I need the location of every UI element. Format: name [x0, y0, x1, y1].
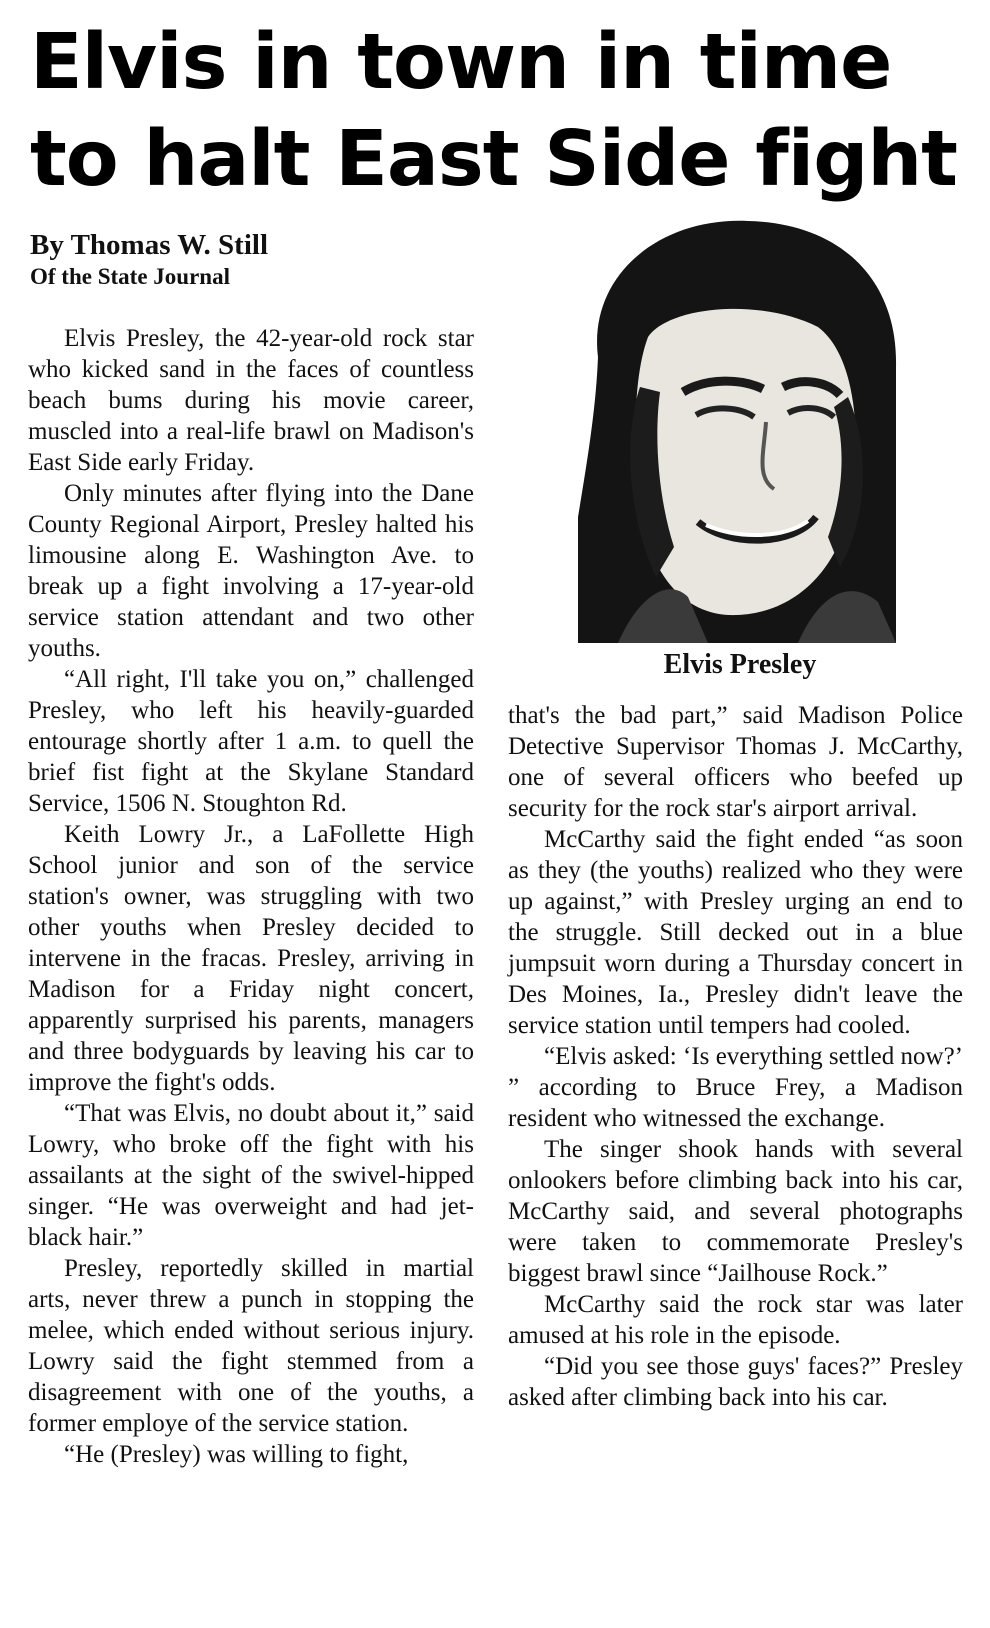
article-paragraph: Keith Lowry Jr., a LaFollette High School junior and son of the service station's owner, was struggling with two other youths when Presley decided to intervene in the fracas. Presley, arriving in Madison for a Friday night concert, apparently surprised his parents, managers and three bodyguards by leaving his car to improve the fight's odds.: [28, 821, 474, 1096]
byline-affiliation: Of the State Journal: [30, 264, 230, 289]
article-column-right: [508, 700, 963, 1413]
article-paragraph: “That was Elvis, no doubt about it,” said Lowry, who broke off the fight with his assailants at the sight of the swivel-hipped singer. “He was overweight and had jet-black hair.”: [28, 1100, 474, 1251]
article-paragraph: The singer shook hands with several onlookers before climbing back into his car, McCarthy said, and several photographs were taken to commemorate Presley's biggest brawl since “Jailhouse Rock.”: [508, 1136, 963, 1287]
elvis-photo: [578, 217, 902, 643]
article-column-left: [28, 323, 474, 1470]
headline: [30, 14, 970, 208]
article-paragraph: Only minutes after flying into the Dane County Regional Airport, Presley halted his limousine along E. Washington Ave. to break up a fight involving a 17-year-old service station attendant and two other youths.: [28, 480, 474, 662]
headline-line-1: Elvis in town in time: [30, 18, 892, 107]
article-paragraph: “Elvis asked: ‘Is everything settled now?’ ” according to Bruce Frey, a Madison resident who witnessed the exchange.: [508, 1043, 963, 1132]
article-paragraph: McCarthy said the fight ended “as soon as they (the youths) realized who they were up against,” with Presley urging an end to the struggle. Still decked out in a blue jumpsuit worn during a Thursday concert in Des Moines, Ia., Presley didn't leave the service station until tempers had cooled.: [508, 826, 963, 1039]
article-paragraph: that's the bad part,” said Madison Police Detective Supervisor Thomas J. McCarthy, one of several officers who beefed up security for the rock star's airport arrival.: [508, 702, 963, 822]
byline-author: By Thomas W. Still: [30, 229, 269, 261]
article-paragraph: McCarthy said the rock star was later amused at his role in the episode.: [508, 1291, 963, 1349]
article-paragraph: Presley, reportedly skilled in martial arts, never threw a punch in stopping the melee, which ended without serious injury. Lowry said the fight stemmed from a disagreement with one of the youths, a former employe of the service station.: [28, 1255, 474, 1437]
photo-caption: Elvis Presley: [663, 649, 817, 680]
article-paragraph: Elvis Presley, the 42-year-old rock star who kicked sand in the faces of countless beach bums during his movie career, muscled into a real-life brawl on Madison's East Side early Friday.: [28, 325, 474, 476]
portrait-illustration: [578, 217, 902, 643]
byline: [30, 228, 268, 292]
article-paragraph: “Did you see those guys' faces?” Presley asked after climbing back into his car.: [508, 1353, 963, 1411]
article-paragraph: “He (Presley) was willing to fight,: [64, 1441, 409, 1468]
article-paragraph: “All right, I'll take you on,” challenged Presley, who left his heavily-guarded entourage shortly after 1 a.m. to quell the brief fist fight at the Skylane Standard Service, 1506 N. Stoughton Rd.: [28, 666, 474, 817]
headline-line-2: to halt East Side fight: [30, 115, 957, 204]
